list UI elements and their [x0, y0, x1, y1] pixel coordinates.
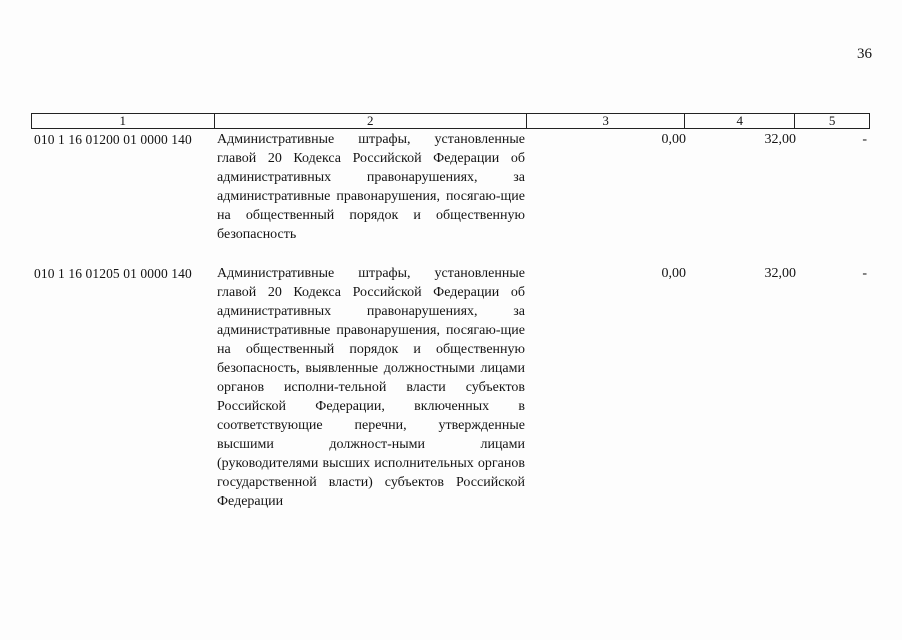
row-value-col3: 0,00 [661, 266, 686, 281]
row-description: Административные штрафы, установленные главой 20 Кодекса Российской Федерации об административных правонарушениях, за административные правонарушения, посягаю-щие на общественный порядок и общественную безопасность [217, 132, 525, 242]
header-col-2: 2 [215, 114, 527, 128]
row-value-col4: 32,00 [764, 132, 796, 147]
table-header [31, 113, 870, 129]
table-row [31, 264, 870, 511]
header-col-5: 5 [828, 113, 836, 128]
header-col-3: 3 [527, 114, 686, 128]
header-col-4: 4 [685, 114, 795, 128]
header-col-1: 1 [32, 114, 215, 128]
row-value-col5: - [862, 266, 867, 281]
row-value-col5: - [862, 132, 867, 147]
table-row [31, 130, 870, 244]
row-code: 010 1 16 01200 01 0000 140 [34, 132, 192, 147]
row-value-col4: 32,00 [764, 266, 796, 281]
revenue-table [31, 113, 870, 509]
row-description: Административные штрафы, установленные главой 20 Кодекса Российской Федерации об административных правонарушениях, за административные правонарушения, посягаю-щие на общественный порядок и общественную безопасность, выявленные должностными лицами органов исполни-тельной власти субъектов Российской Федерации, включенных в соответствующие перечни, утвержденные высшими должност-ными лицами (руководителями высших исполнительных органов государственной власти) субъектов Российской Федерации [217, 266, 525, 509]
row-code: 010 1 16 01205 01 0000 140 [34, 266, 192, 281]
row-value-col3: 0,00 [661, 132, 686, 147]
page-number: 36 [857, 46, 872, 62]
